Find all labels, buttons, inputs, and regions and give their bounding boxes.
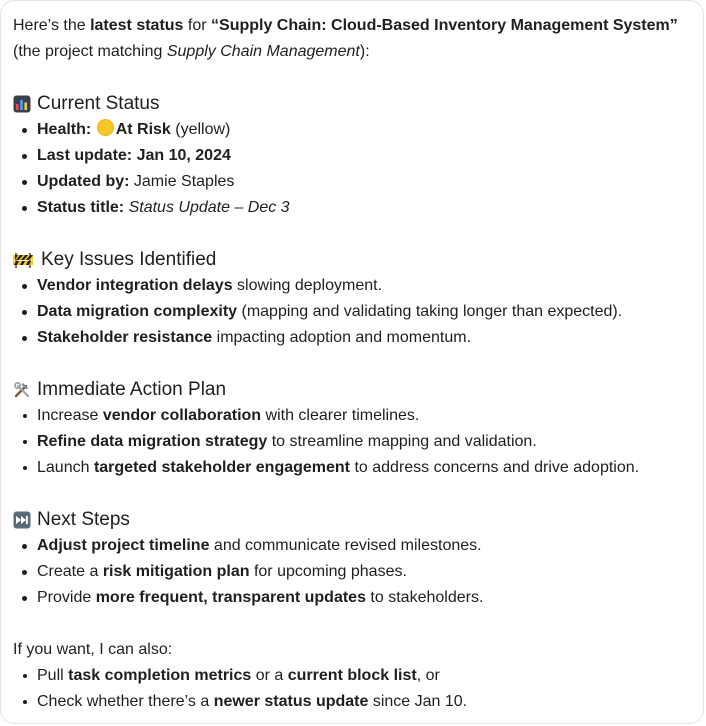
health-value: At Risk [115,121,171,138]
next-steps-section [13,507,697,611]
followup-section [13,637,697,715]
item-text: or a [251,667,288,684]
action-plan-list [13,403,697,481]
item-text: since Jan 10. [368,693,468,710]
health-note: (yellow) [175,121,231,138]
item-text: Check whether there’s a [37,693,214,710]
list-item [13,585,697,611]
last-update: Last update: Jan 10, 2024 [37,147,231,164]
key-issues-list [13,273,697,351]
item-bold: targeted stakeholder engagement [93,459,351,476]
list-item [13,689,697,715]
hammer-wrench-icon [13,381,31,399]
section-heading-row [13,91,697,117]
issue-desc: impacting adoption and momentum. [212,329,472,346]
list-item [13,455,697,481]
action-plan-section [13,377,697,481]
item-text: , or [416,667,440,684]
status-title-label: Status title: [37,199,125,216]
section-heading: Current Status [37,93,160,114]
list-item [13,663,697,689]
updated-by-value: Jamie Staples [133,173,235,190]
item-bold: vendor collaboration [102,407,262,424]
section-heading: Next Steps [37,509,130,530]
current-status-section [13,91,697,221]
list-item [13,403,697,429]
item-text: Create a [37,563,103,580]
section-heading: Immediate Action Plan [37,379,227,400]
item-text: and communicate revised milestones. [209,537,482,554]
updated-by-label: Updated by: [37,173,130,190]
item-bold: newer status update [213,693,369,710]
fast-forward-icon [13,511,31,529]
followup-list [13,663,697,715]
issue-desc: slowing deployment. [232,277,383,294]
list-item [13,195,697,221]
key-issues-section [13,247,697,351]
list-item [13,299,697,325]
list-item [13,273,697,299]
intro-text: (the project matching [13,43,167,60]
item-bold: Adjust project timeline [37,537,210,554]
section-heading-row [13,377,697,403]
intro-bold: latest status [90,17,184,34]
item-bold: task completion metrics [68,667,252,684]
status-title-value: Status Update – Dec 3 [128,199,290,216]
list-item [13,143,697,169]
intro-text: ): [359,43,370,60]
list-item [13,325,697,351]
issue-title: Vendor integration delays [37,277,233,294]
list-item [13,169,697,195]
yellow-circle-icon [97,119,114,136]
item-bold: more frequent, transparent updates [95,589,366,606]
next-steps-list [13,533,697,611]
item-text: to address concerns and drive adoption. [350,459,640,476]
item-text: to streamline mapping and validation. [267,433,537,450]
list-item [13,533,697,559]
intro-text: for [183,17,212,34]
item-bold: current block list [287,667,417,684]
project-title: “Supply Chain: Cloud-Based Inventory Management System” [211,17,678,34]
item-bold: risk mitigation plan [102,563,250,580]
item-bold: Refine data migration strategy [37,433,268,450]
section-heading: Key Issues Identified [41,249,217,270]
list-item [13,117,697,143]
item-text: for upcoming phases. [249,563,407,580]
health-label: Health: [37,121,92,138]
list-item [13,429,697,455]
item-text: Increase [37,407,103,424]
item-text: Launch [37,459,94,476]
item-text: Pull [37,667,69,684]
followup-lead: If you want, I can also: [13,641,173,658]
matched-project-name: Supply Chain Management [166,43,360,60]
issue-title: Data migration complexity [37,303,238,320]
current-status-list [13,117,697,221]
item-text: Provide [37,589,96,606]
intro-text: Here’s the [13,17,91,34]
section-heading-row [13,247,697,273]
issue-desc: (mapping and validating taking longer than expected). [237,303,623,320]
bar-chart-icon [13,95,31,113]
item-text: to stakeholders. [365,589,484,606]
list-item [13,559,697,585]
issue-title: Stakeholder resistance [37,329,213,346]
item-text: with clearer timelines. [261,407,420,424]
intro-paragraph [13,13,678,65]
section-heading-row [13,507,697,533]
construction-barrier-icon [13,251,33,269]
